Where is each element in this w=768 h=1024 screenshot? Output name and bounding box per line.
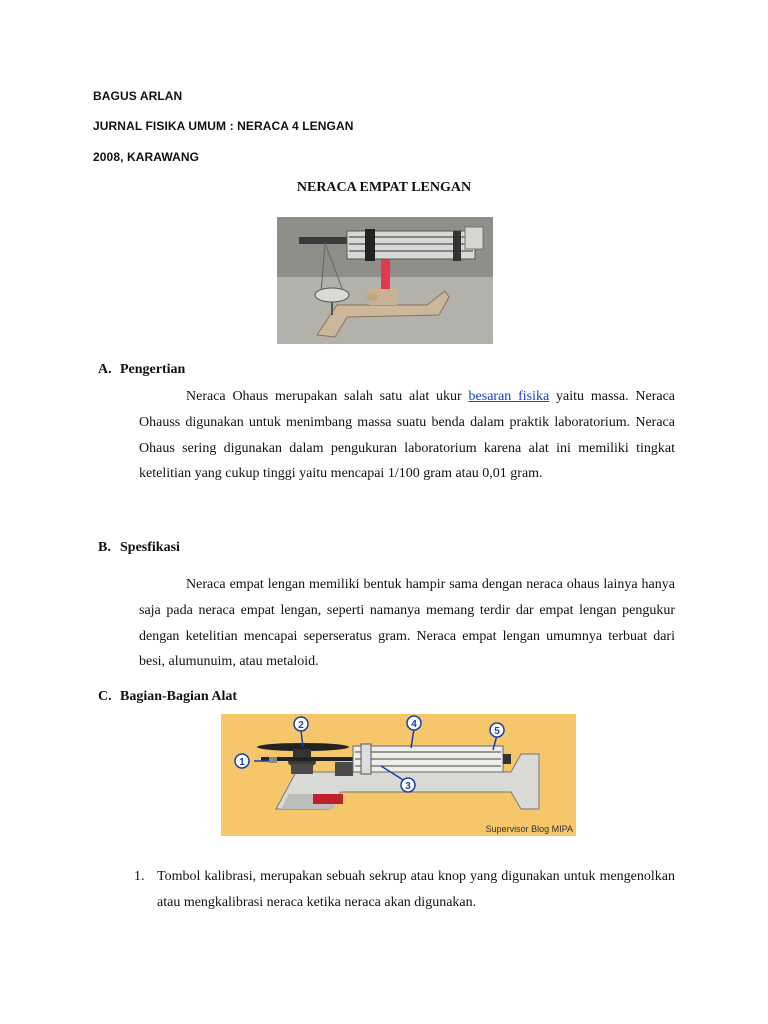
document-title: NERACA EMPAT LENGAN — [296, 180, 472, 195]
balance-photo — [277, 217, 493, 344]
list-item — [134, 864, 675, 916]
callout-4 — [407, 716, 421, 730]
callout-2 — [294, 717, 308, 731]
parts-list — [134, 864, 675, 916]
diagram-credit: Supervisor Blog MIPA — [485, 824, 573, 834]
year-place: 2008, KARAWANG — [93, 150, 200, 164]
section-a-paragraph: Neraca Ohaus merupakan salah satu alat ukur besaran fisika yaitu massa. Neraca Ohauss digunakan untuk menimbang massa suatu benda dalam praktik laboratorium. Neraca Ohaus sering digunakan dalam pengukuran laboratorium karena alat ini memiliki tingkat ketelitian yang cukup tinggi yaitu mencapai 1/100 gram atau 0,01 gram. — [139, 389, 676, 482]
svg-text:4: 4 — [411, 719, 417, 730]
svg-text:1: 1 — [239, 757, 245, 768]
section-a-heading: A. Pengertian — [98, 362, 186, 377]
list-item-number: 1. — [134, 869, 145, 884]
callout-1 — [235, 754, 249, 768]
section-b-paragraph: Neraca empat lengan memiliki bentuk hampir sama dengan neraca ohaus lainya hanya saja pada neraca empat lengan, seperti namanya memang terdir dar empat lengan pengukur dengan ketelitian mencapai seperseratus gram. Neraca empat lengan umumnya terbuat dari besi, alumunuim, atau metaloid. — [139, 577, 675, 670]
section-c-heading: C. Bagian-Bagian Alat — [98, 689, 238, 704]
besaran-fisika-link[interactable]: besaran fisika — [468, 389, 550, 404]
svg-text:5: 5 — [494, 726, 500, 737]
journal-title: JURNAL FISIKA UMUM : NERACA 4 LENGAN — [93, 119, 354, 133]
author-name: BAGUS ARLAN — [93, 89, 183, 103]
svg-text:3: 3 — [405, 781, 411, 792]
list-item-text: Tombol kalibrasi, merupakan sebuah sekrup atau knop yang digunakan untuk mengenolkan atau mengkalibrasi neraca ketika neraca akan digunakan. — [157, 869, 675, 910]
svg-text:2: 2 — [298, 720, 304, 731]
callout-5 — [490, 723, 504, 737]
balance-parts-diagram — [221, 714, 576, 836]
callout-3 — [401, 778, 415, 792]
section-b-heading: B. Spesfikasi — [98, 540, 180, 555]
